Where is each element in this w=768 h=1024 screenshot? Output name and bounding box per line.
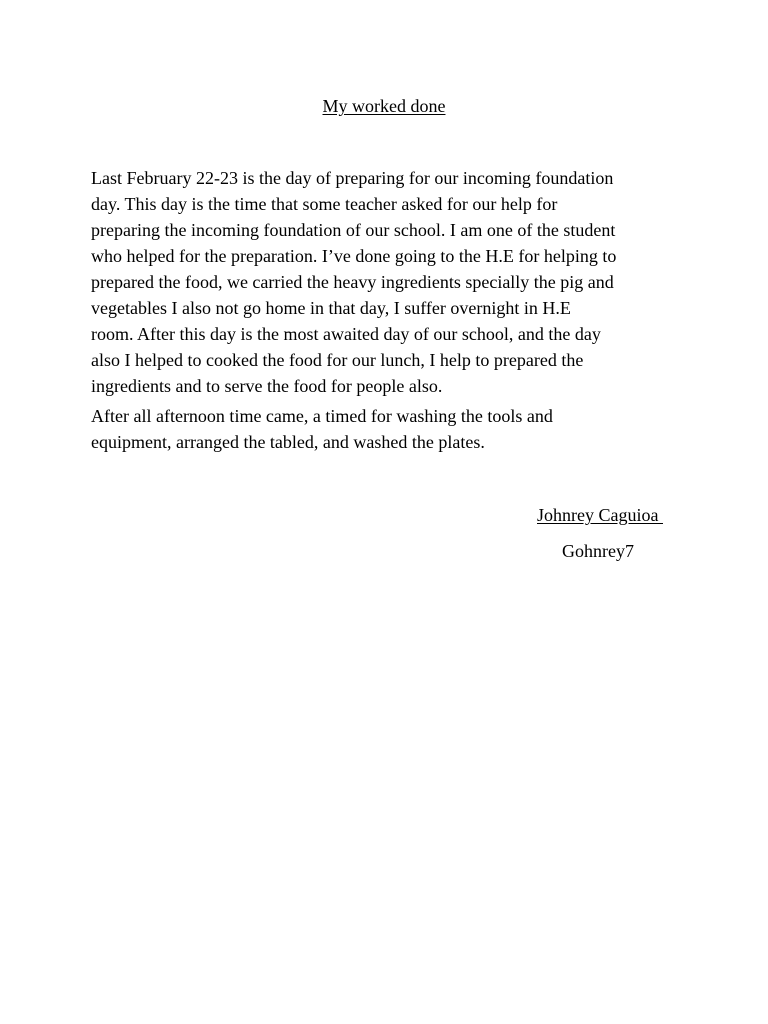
paragraph-1-line: room. After this day is the most awaited day of our school, and the day	[91, 324, 601, 344]
paragraph-1	[91, 165, 691, 399]
paragraph-1-line: ingredients and to serve the food for people also.	[91, 376, 443, 396]
paragraph-1-line: Last February 22-23 is the day of preparing for our incoming foundation	[91, 168, 614, 188]
paragraph-1-line: preparing the incoming foundation of our school. I am one of the student	[91, 220, 616, 240]
paragraph-1-line: also I helped to cooked the food for our lunch, I help to prepared the	[91, 350, 584, 370]
paragraph-1-line: prepared the food, we carried the heavy ingredients specially the pig and	[91, 272, 614, 292]
signature-name: Johnrey Caguioa	[537, 505, 663, 525]
paragraph-2-line: After all afternoon time came, a timed for washing the tools and	[91, 406, 553, 426]
paragraph-1-line: who helped for the preparation. I’ve done going to the H.E for helping to	[91, 246, 617, 266]
paragraph-1-line: day. This day is the time that some teacher asked for our help for	[91, 194, 558, 214]
paragraph-2-line: equipment, arranged the tabled, and washed the plates.	[91, 432, 485, 452]
document-title: My worked done	[322, 96, 446, 116]
paragraph-2	[91, 403, 691, 455]
signature-username: Gohnrey7	[562, 541, 634, 561]
paragraph-1-line: vegetables I also not go home in that day, I suffer overnight in H.E	[91, 298, 571, 318]
